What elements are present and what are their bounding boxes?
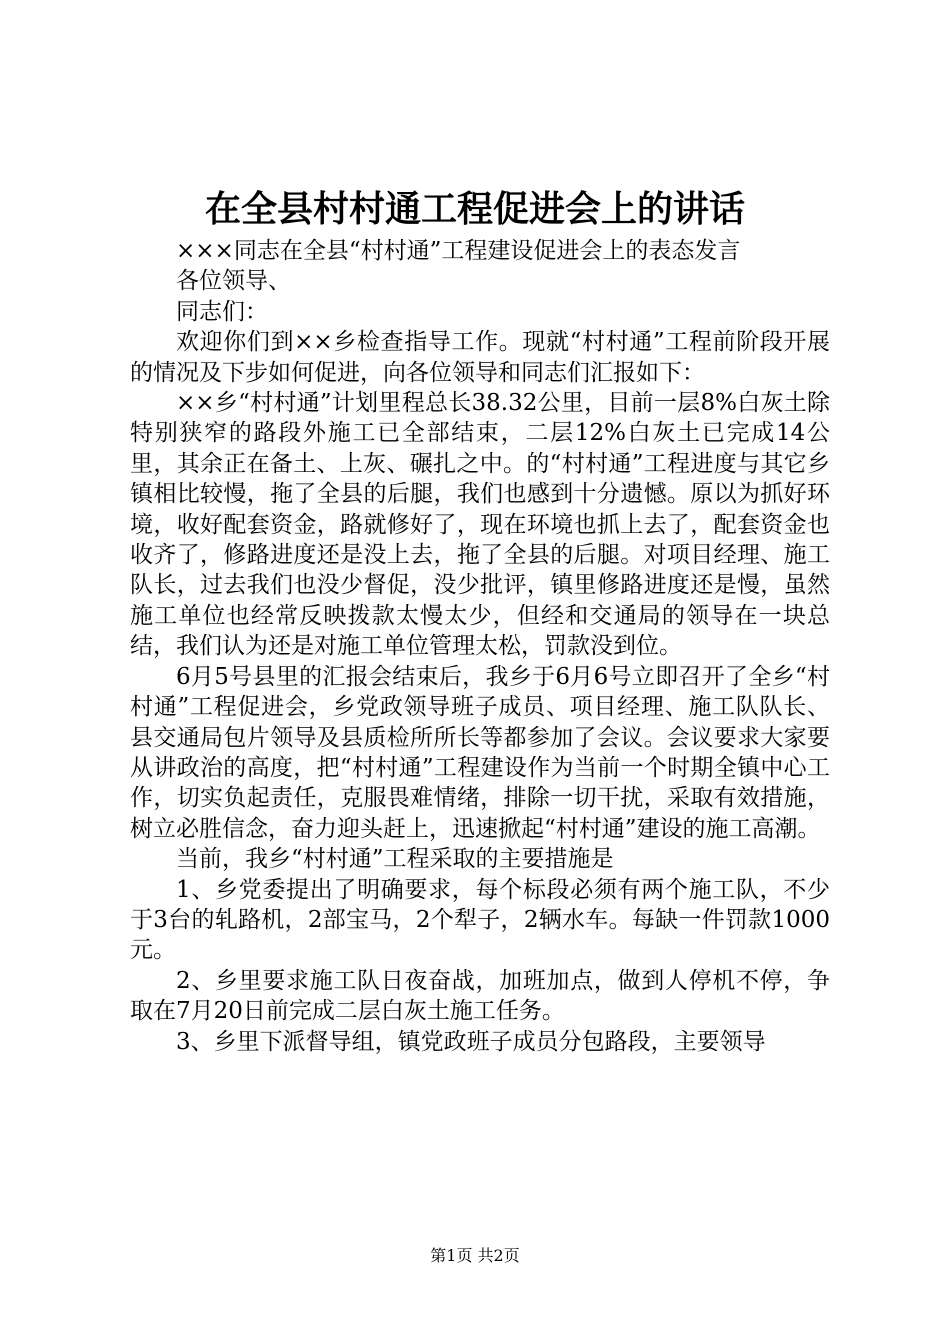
document-title: 在全县村村通工程促进会上的讲话 (204, 188, 745, 230)
page-footer: 第1页 共2页 (430, 1246, 520, 1265)
paragraph-salutation-leaders: 各位领导、 (176, 268, 291, 295)
paragraph-meeting: 6月5号县里的汇报会结束后，我乡于6月6号立即召开了全乡“村村通”工程促进会，乡党政领导班子成员、项目经理、施工队队长、县交通局包片领导及县质检所所长等都参加了会议。会议要求大家要从讲政治的高度，把“村村通”工程建设作为当前一个时期全镇中心工作，切实负起责任，克服畏难情绪，排除一切干扰，采取有效措施，树立必胜信念，奋力迎头赶上，迅速掀起“村村通”建设的施工高潮。 (130, 663, 830, 842)
paragraph-measure-1: 1、乡党委提出了明确要求，每个标段必须有两个施工队，不少于3台的轧路机，2部宝马，2个犁子，2辆水车。每缺一件罚款1000元。 (130, 876, 830, 964)
paragraph-measures-heading: 当前，我乡“村村通”工程采取的主要措施是 (176, 846, 614, 873)
paragraph-measure-2: 2、乡里要求施工队日夜奋战，加班加点，做到人停机不停，争取在7月20日前完成二层白灰土施工任务。 (130, 967, 830, 1025)
document-body (130, 236, 830, 1057)
paragraph-intro: ×××同志在全县“村村通”工程建设促进会上的表态发言 (176, 238, 741, 264)
paragraph-progress: ××乡“村村通”计划里程总长38.32公里，目前一层8%白灰土除特别狭窄的路段外施工已全部结束，二层12%白灰土已完成14公里，其余正在备土、上灰、碾扎之中。的“村村通”工程进度与其它乡镇相比较慢，拖了全县的后腿，我们也感到十分遗憾。原以为抓好环境，收好配套资金，路就修好了，现在环境也抓上去了，配套资金也收齐了，修路进度还是没上去，拖了全县的后腿。对项目经理、施工队长，过去我们也没少督促，没少批评，镇里修路进度还是慢，虽然施工单位也经常反映拨款太慢太少，但经和交通局的领导在一块总结，我们认为还是对施工单位管理太松，罚款没到位。 (130, 390, 830, 660)
paragraph-welcome: 欢迎你们到××乡检查指导工作。现就“村村通”工程前阶段开展的情况及下步如何促进，向各位领导和同志们汇报如下： (130, 329, 830, 386)
paragraph-measure-3: 3、乡里下派督导组，镇党政班子成员分包路段，主要领导 (176, 1028, 766, 1055)
paragraph-salutation-comrades: 同志们： (176, 298, 268, 325)
